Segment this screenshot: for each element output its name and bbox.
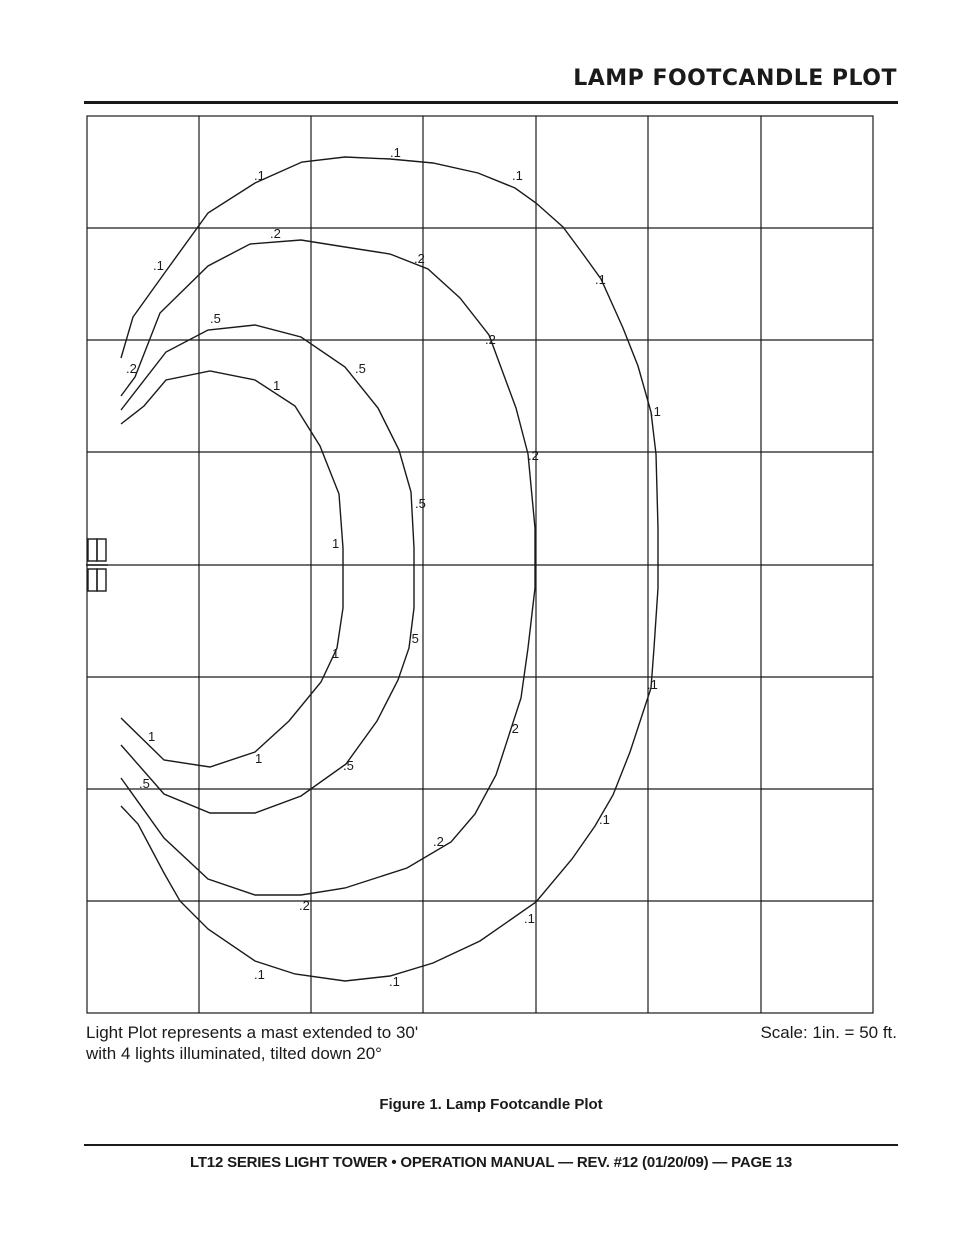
- figure-caption: Figure 1. Lamp Footcandle Plot: [379, 1096, 603, 1113]
- contour-1: [121, 371, 343, 767]
- label-0.2: .2: [433, 834, 444, 849]
- label-1: 1: [148, 729, 156, 744]
- plot-description-line1: Light Plot represents a mast extended to 30': [86, 1023, 419, 1042]
- label-0.1: .1: [647, 677, 658, 692]
- footer-rule: [84, 1144, 898, 1146]
- label-0.2: .2: [508, 721, 519, 736]
- label-0.2: .2: [414, 251, 425, 266]
- label-1: 1: [332, 646, 340, 661]
- label-0.5: .5: [210, 311, 221, 326]
- label-0.1: .1: [390, 145, 401, 160]
- light-tower-icon: [86, 539, 108, 591]
- label-1: 1: [332, 536, 340, 551]
- label-0.1: .1: [153, 258, 164, 273]
- label-0.1: .1: [595, 272, 606, 287]
- scale-note: Scale: 1in. = 50 ft.: [760, 1023, 897, 1042]
- plot-description: [86, 1022, 418, 1064]
- label-0.5: .5: [355, 361, 366, 376]
- label-1: 1: [273, 378, 281, 393]
- label-0.5: .5: [408, 631, 419, 646]
- label-0.2: .2: [299, 898, 310, 913]
- label-0.5: .5: [139, 776, 150, 791]
- label-0.5: .5: [415, 496, 426, 511]
- contour-0.1: [121, 157, 658, 981]
- label-0.2: .2: [485, 332, 496, 347]
- label-0.2: .2: [528, 448, 539, 463]
- label-0.1: .1: [254, 168, 265, 183]
- label-1: 1: [255, 751, 263, 766]
- plot-grid: [87, 116, 873, 1013]
- label-0.2: .2: [270, 226, 281, 241]
- page-footer: LT12 SERIES LIGHT TOWER • OPERATION MANUAL — REV. #12 (01/20/09) — PAGE 13: [190, 1154, 792, 1171]
- label-0.1: .1: [599, 812, 610, 827]
- contour-0.2: [121, 240, 535, 895]
- page-title: LAMP FOOTCANDLE PLOT: [573, 66, 897, 91]
- label-0.2: .2: [126, 361, 137, 376]
- label-0.1: .1: [389, 974, 400, 989]
- contour-labels: [126, 145, 661, 989]
- label-0.5: .5: [343, 758, 354, 773]
- label-0.1: .1: [524, 911, 535, 926]
- label-0.1: .1: [254, 967, 265, 982]
- label-0.1: .1: [512, 168, 523, 183]
- plot-description-line2: with 4 lights illuminated, tilted down 20°: [86, 1044, 382, 1063]
- label-0.1: .1: [650, 404, 661, 419]
